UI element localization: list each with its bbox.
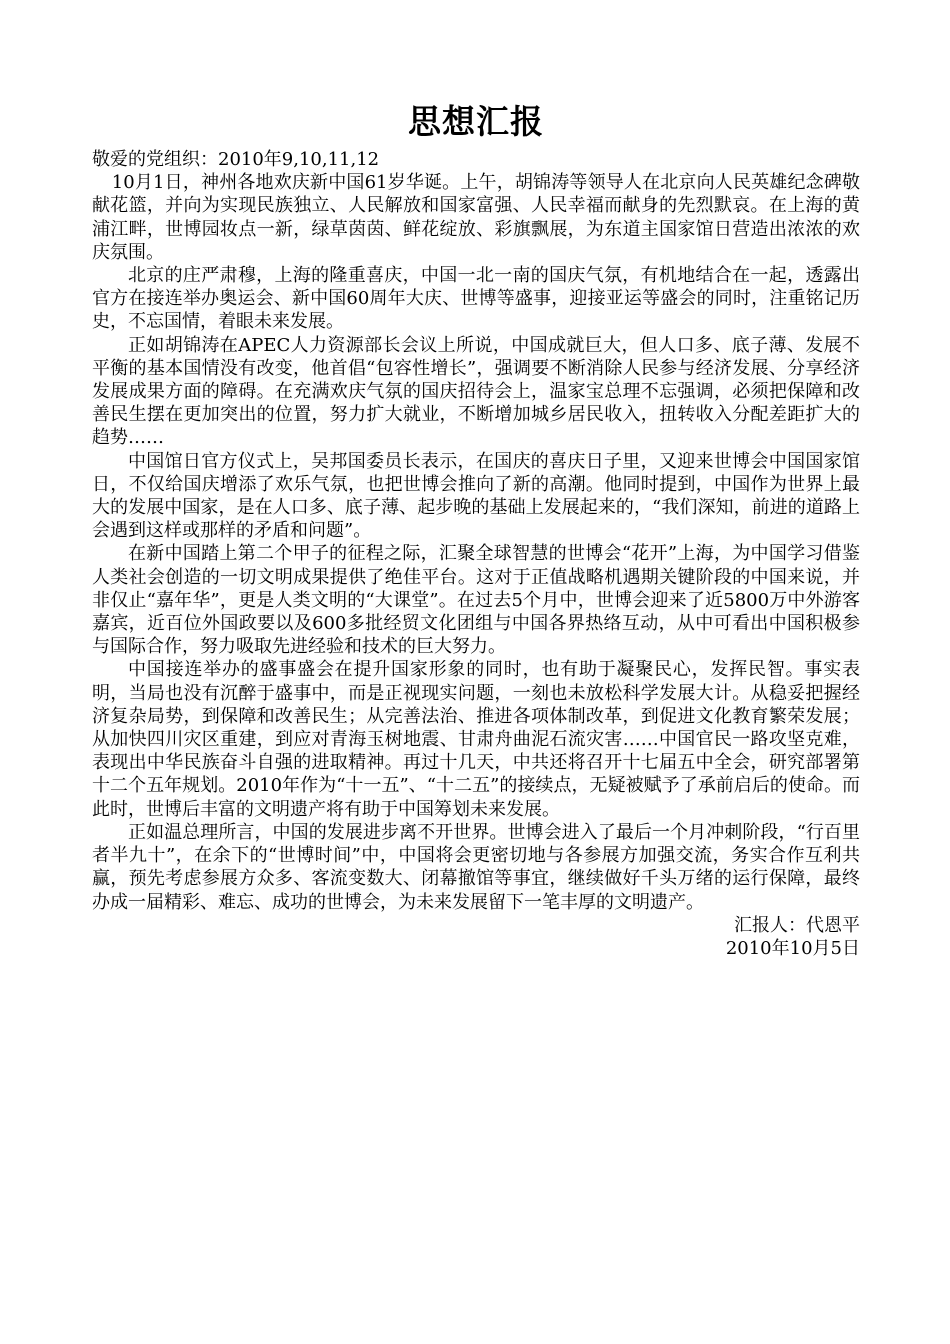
paragraph: 10月1日，神州各地欢庆新中国61岁华诞。上午，胡锦涛等领导人在北京向人民英雄纪念碑敬献花篮，并向为实现民族独立、人民解放和国家富强、人民幸福而献身的先烈默哀。在上海的黄浦江畔，世博园妆点一新，绿草茵茵、鲜花绽放、彩旗飘展，为东道主国家馆日营造出浓浓的欢庆氛围。 [92, 172, 860, 263]
paragraph: 正如胡锦涛在APEC人力资源部长会议上所说，中国成就巨大，但人口多、底子薄、发展不平衡的基本国情没有改变，他首倡“包容性增长”，强调要不断消除人民参与经济发展、分享经济发展成果方面的障碍。在充满欢庆气氛的国庆招待会上，温家宝总理不忘强调，必须把保障和改善民生摆在更加突出的位置，努力扩大就业，不断增加城乡居民收入，扭转收入分配差距扩大的趋势…… [92, 334, 860, 449]
document-title: 思想汇报 [408, 102, 544, 141]
paragraph: 北京的庄严肃穆，上海的隆重喜庆，中国一北一南的国庆气氛，有机地结合在一起，透露出官方在接连举办奥运会、新中国60周年大庆、世博等盛事，迎接亚运等盛会的同时，注重铭记历史，不忘国情，着眼未来发展。 [92, 265, 860, 333]
paragraph: 正如温总理所言，中国的发展进步离不开世界。世博会进入了最后一个月冲刺阶段，“行百里者半九十”，在余下的“世博时间”中，中国将会更密切地与各参展方加强交流，务实合作互利共赢，预先考虑参展方众多、客流变数大、闭幕撤馆等事宜，继续做好千头万绪的运行保障，最终办成一届精彩、难忘、成功的世博会，为未来发展留下一笔丰厚的文明遗产。 [92, 821, 860, 913]
salutation: 敬爱的党组织：2010年9,10,11,12 [92, 149, 380, 170]
signature: 汇报人：代恩平 [734, 914, 860, 936]
signature-date: 2010年10月5日 [725, 937, 860, 959]
paragraph: 中国接连举办的盛事盛会在提升国家形象的同时，也有助于凝聚民心，发挥民智。事实表明，当局也没有沉醉于盛事中，而是正视现实问题，一刻也未放松科学发展大计。从稳妥把握经济复杂局势，到保障和改善民生；从完善法治、推进各项体制改革，到促进文化教育繁荣发展；从加快四川灾区重建，到应对青海玉树地震、甘肃舟曲泥石流灾害……中国官民一路攻坚克难，表现出中华民族奋斗自强的进取精神。再过十几天，中共还将召开十七届五中全会，研究部署第十二个五年规划。2010年作为“十一五”、“十二五”的接续点，无疑被赋予了承前启后的使命。而此时，世博后丰富的文明遗产将有助于中国筹划未来发展。 [92, 659, 860, 820]
paragraph: 中国馆日官方仪式上，吴邦国委员长表示，在国庆的喜庆日子里，又迎来世博会中国国家馆日，不仅给国庆增添了欢乐气氛，也把世博会推向了新的高潮。他同时提到，中国作为世界上最大的发展中国家，是在人口多、底子薄、起步晚的基础上发展起来的，“我们深知，前进的道路上会遇到这样或那样的矛盾和问题”。 [92, 450, 860, 542]
paragraph: 在新中国踏上第二个甲子的征程之际，汇聚全球智慧的世博会“花开”上海，为中国学习借鉴人类社会创造的一切文明成果提供了绝佳平台。这对于正值战略机遇期关键阶段的中国来说，并非仅止“嘉年华”，更是人类文明的“大课堂”。在过去5个月中，世博会迎来了近5800万中外游客嘉宾，近百位外国政要以及600多批经贸文化团组与中国各界热络互动，从中可看出中国积极参与国际合作，努力吸取先进经验和技术的巨大努力。 [92, 543, 860, 658]
document-page [92, 100, 860, 960]
